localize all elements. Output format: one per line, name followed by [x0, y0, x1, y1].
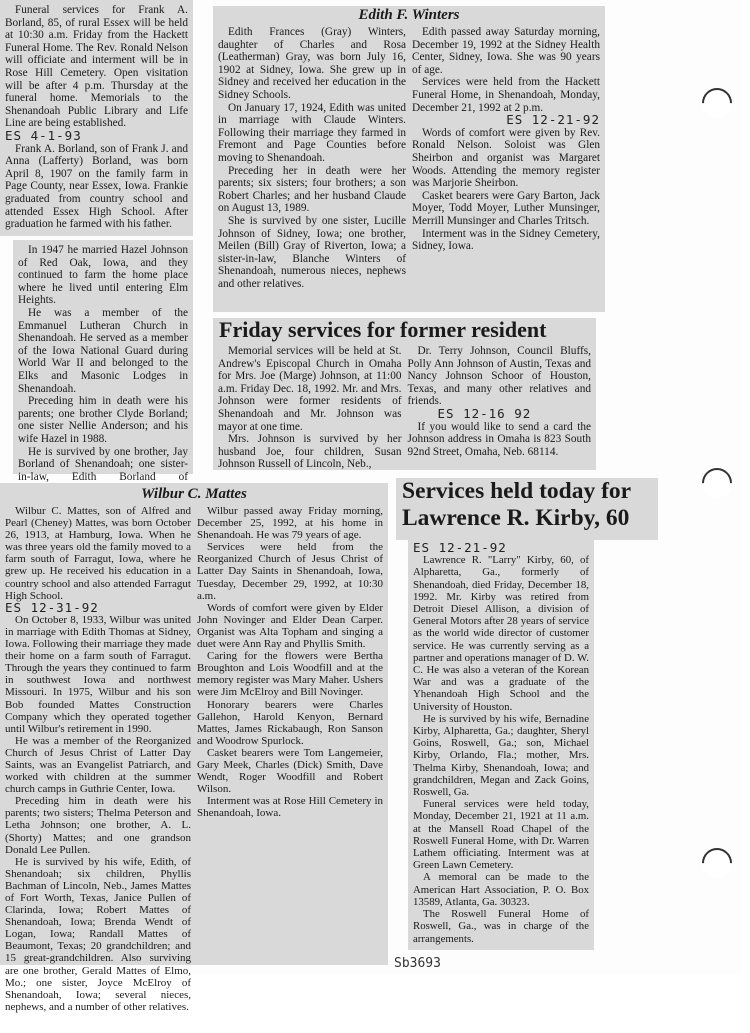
paragraph: Wilbur C. Mattes, son of Alfred and Pearl (Cheney) Mattes, was born October 26, 1913, at Hamburg, Iowa. When he was three years old the family moved to a farm south of Farragut, Iowa, where he grew up. He received his education in a country school and also attended Farragut High School.: [5, 505, 191, 602]
page-reference-note: Sb3693: [394, 956, 441, 971]
paragraph: Casket bearers were Gary Barton, Jack Moyer, Todd Moyer, Luther Munsinger, Merrill Munsinger and Charles Tritsch.: [412, 189, 600, 227]
paragraph: In 1947 he married Hazel Johnson of Red Oak, Iowa, and they continued to farm the home place where he lived until entering Elm Heights.: [18, 244, 188, 307]
paragraph: He is survived by his wife, Bernadine Kirby, Alpharetta, Ga.; daughter, Sheryl Goins, Roswell, Ga.; son, Michael Kirby, Orlando, Fla.; mother, Mrs. Thelma Kirby, Shenandoah, Iowa; and grandchildren, Megan and Zack Goins, Roswell, Ga.: [413, 712, 589, 799]
paragraph: Funeral services were held today, Monday, December 21, 1921 at 11 a.m. at the Mansell Road Chapel of the Roswell Funeral Home, with Dr. Warren Lathem officiating. Interment was at Green Lawn Cemetery.: [413, 798, 589, 872]
paragraph: Preceding him in death were his parents; one brother Clyde Borland; one sister Nellie Anderson; and his wife Hazel in 1988.: [18, 395, 188, 445]
article-headline: Services held today for Lawrence R. Kirby, 60: [402, 478, 631, 531]
paragraph: Casket bearers were Tom Langemeier, Gary Meek, Charles (Dick) Smith, Dave Wendt, Roger Woodfill and Robert Wilson.: [197, 746, 383, 796]
paragraph: Preceding her in death were her parents; six sisters; four brothers; a son Robert Charles; and her husband Claude on August 13, 1989.: [218, 164, 406, 215]
column-left: [218, 26, 406, 290]
paragraph: Honorary bearers were Charles Gallehon, Harold Kenyon, Bernard Mattes, James Rickabaugh, Ron Sanson and Woodrow Spurlock.: [197, 698, 383, 747]
article-headline: Friday services for former resident: [219, 317, 547, 342]
paragraph: Edith Frances (Gray) Winters, daughter of Charles and Rosa (Leatherman) Gray, was born July 16, 1902 at Sidney, Iowa. She grew up in Sidney and received her education in the Sidney Schools.: [218, 26, 406, 101]
paragraph: If you would like to send a card the Johnson address in Omaha is 823 South 92nd Street, Omaha, Neb. 68114.: [407, 420, 591, 458]
paragraph: Services were held from the Hackett Funeral Home, in Shenandoah, Monday, December 21, 1992 at 2 p.m.: [412, 76, 600, 114]
paragraph: Caring for the flowers were Bertha Broughton and Lois Woodfill and at the memory register was Mary Maher. Ushers were Jim McElroy and Bill Novinger.: [197, 650, 383, 699]
paragraph: Dr. Terry Johnson, Council Bluffs, Polly Ann Johnson of Austin, Texas and Nancy Johnson Schoor of Houston, Texas, and many other relatives and friends.: [407, 345, 591, 408]
clipping-frank-borland: [0, 0, 193, 236]
paragraph: On January 17, 1924, Edith was united in marriage with Claude Winters. Following their marriage they farmed in Fremont and Page Counties before moving to Shenandoah.: [218, 101, 406, 164]
obituary-title: Wilbur C. Mattes: [141, 486, 247, 502]
handwritten-note: ES 12-21-92: [413, 540, 507, 555]
handwritten-note: ES 12-31-92: [5, 599, 99, 615]
paragraph: Funeral services for Frank A. Borland, 85, of rural Essex will be held at 10:30 a.m. Friday from the Hackett Funeral Home. The Rev. Ronald Nelson will officiate and interment will be in Rose Hill Cemetery. Open visitation will be after 4 p.m. Thursday at the funeral home. Memorials to the Shenandoah Public Library and Life Line are being established.: [5, 4, 188, 130]
column-right: [197, 505, 383, 1013]
paragraph: Wilbur passed away Friday morning, December 25, 1992, at his home in Shenandoah. He was 79 years of age.: [197, 505, 383, 542]
paragraph: He was a member of the Reorganized Church of Jesus Christ of Latter Day Saints, was an Evangelist Patriarch, and worked with children at the summer church camps in Guthrie Center, Iowa.: [5, 734, 191, 796]
paragraph: On October 8, 1933, Wilbur was united in marriage with Edith Thomas at Sidney, Iowa. Following their marriage they made their home on a farm south of Farragut. Through the years they continued to farm in southwest Iowa and northwest Missouri. In 1975, Wilbur and his son Bob founded Mattes Construction Company which they operated together until Wilbur's retirement in 1990.: [5, 613, 191, 735]
handwritten-note: ES 12-21-92: [506, 112, 600, 128]
clipping-wilbur-mattes: [0, 483, 388, 1013]
paragraph: Frank A. Borland, son of Frank J. and Anna (Lafferty) Borland, was born April 8, 1907 on the family farm in Page County, near Essex, Iowa. Frankie graduated from country school and attended Essex High School. After graduation he farmed with his father.: [5, 142, 188, 231]
paragraph: Words of comfort were given by Rev. Ronald Nelson. Soloist was Glen Sheirbon and organist was Margaret Woods. Attending the memory register was Marjorie Sheirbon.: [412, 126, 600, 190]
paragraph: Edith passed away Saturday morning, December 19, 1992 at the Sidney Health Center, Sidney, Iowa. She was 90 years of age.: [412, 26, 600, 76]
clipping-friday-services: [213, 318, 596, 470]
clipping-edith-winters: [213, 6, 605, 312]
column-right: [408, 345, 592, 471]
paragraph: Interment was at Rose Hill Cemetery in Shenandoah, Iowa.: [197, 795, 383, 820]
paragraph: Words of comfort were given by Elder John Novinger and Elder Dean Carper. Organist was Alta Topham and singing a duet were Ann Ray and Phyllis Smith.: [197, 601, 383, 651]
column-right: [412, 26, 600, 290]
handwritten-note: ES 4-1-93: [5, 127, 82, 143]
paragraph: He is survived by one brother, Jay Borland of Shenandoah; one sister-in-law, Edith Borland of: [18, 445, 188, 483]
paragraph: A memoral can be made to the American Hart Association, P. O. Box 13589, Atlanta, Ga. 30323.: [413, 871, 589, 908]
clipping-frank-borland-continued: [13, 240, 193, 483]
obituary-title: Edith F. Winters: [358, 7, 460, 23]
paragraph: Mrs. Johnson is survived by her husband Joe, four children, Susan Johnson Russell of Lincoln, Neb.,: [218, 433, 402, 471]
clipping-lawrence-kirby: [396, 478, 658, 540]
paragraph: Services were held from the Reorganized Church of Jesus Christ of Latter Day Saints in Shenandoah, Iowa, Tuesday, December 29, 1992, at 10:30 a.m.: [197, 541, 383, 602]
paragraph: She is survived by one sister, Lucille Johnson of Sidney, Iowa; one brother, Meilen (Bill) Gray of Riverton, Iowa; a sister-in-law, Blanche Winters of Shenandoah, numerous nieces, nephews and other relatives.: [218, 214, 406, 290]
column-left: [218, 345, 402, 471]
paragraph: He was a member of the Emmanuel Lutheran Church in Shenandoah. He served as a member of the Iowa National Guard during World War II and belonged to the Elks and Masonic Lodges in Shenandoah.: [18, 306, 188, 395]
handwritten-note: ES 12-16 92: [437, 405, 532, 421]
paragraph: Preceding him in death were his parents; two sisters; Thelma Peterson and Letha Johnson; one brother, A. L. (Shorty) Mattes; and one grandson Donald Lee Pullen.: [5, 795, 191, 856]
paragraph: Lawrence R. "Larry" Kirby, 60, of Alpharetta, Ga., formerly of Shenandoah, died Friday, December 18, 1992. Mr. Kirby was retired from Detroit Diesel Allison, a division of General Motors after 28 years of service as the world wide director of customer service. He was currently serving as a partner and operations manager of D. W. C. He was also a veteran of the Korean War and was a graduate of the Yhenandoah High School and the University of Houston.: [413, 554, 589, 713]
clipping-lawrence-kirby-body: [408, 540, 594, 950]
paragraph: Interment was in the Sidney Cemetery, Sidney, Iowa.: [412, 227, 600, 253]
column-left: [5, 505, 191, 1013]
paragraph: He is survived by his wife, Edith, of Shenandoah; six children, Phyllis Bachman of Lincoln, Neb., James Mattes of Fort Worth, Texas, Janice Pullen of Clarinda, Iowa; Robert Mattes of Shenandoah, Iowa; Brenda Wendt of Logan, Iowa; Randall Mattes of Beaumont, Texas; 20 grandchildren; and 15 great-grandchildren. Also surviving are one brother, Gerald Mattes of Elmo, Mo.; one sister, Joyce McElroy of Shenandoah, Iowa; several nieces, nephews, and a number of other relatives.: [5, 855, 191, 1013]
paragraph: Memorial services will be held at St. Andrew's Episcopal Church in Omaha for Mrs. Joe (Marge) Johnson, at 11:00 a.m. Friday Dec. 18, 1992. Mr. and Mrs. Johnson were former residents of Shenandoah and Mr. Johnson was mayor at one time.: [218, 345, 402, 433]
paragraph: The Roswell Funeral Home of Roswell, Ga., was in charge of the arrangements.: [413, 908, 589, 945]
